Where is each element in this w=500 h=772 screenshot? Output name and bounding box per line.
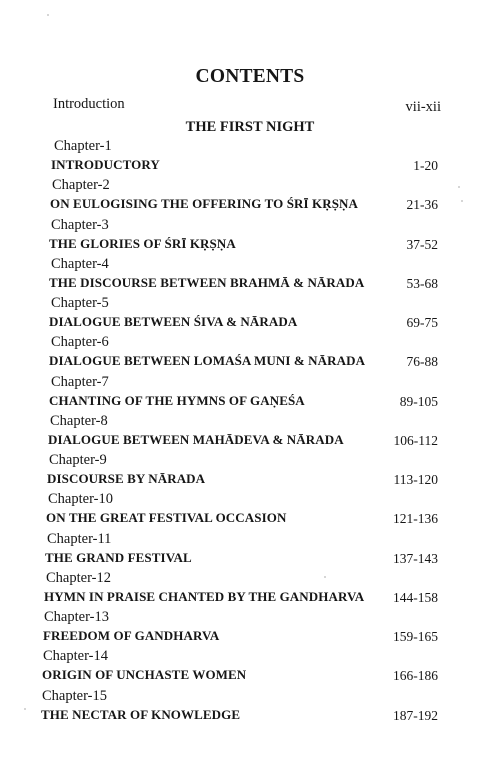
chapter-page-range: 121-136 — [393, 511, 438, 527]
chapter-page-range: 1-20 — [413, 158, 438, 173]
chapter-page-range: 106-112 — [393, 432, 438, 448]
chapter-page-range: 113-120 — [393, 472, 438, 487]
chapter-page-range: 89-105 — [399, 393, 438, 409]
chapter-number-label: Chapter-11 — [47, 530, 112, 547]
chapter-title: CHANTING OF THE HYMNS OF GAṆEŚA — [49, 392, 305, 408]
introduction-label: Introduction — [53, 96, 125, 112]
chapter-page-range: 166-186 — [393, 668, 438, 684]
chapter-entry — [0, 570, 500, 610]
chapter-title: THE DISCOURSE BETWEEN BRAHMĀ & NĀRADA — [49, 274, 365, 290]
chapter-entry — [0, 177, 500, 217]
chapter-entry — [0, 688, 500, 728]
chapter-title: INTRODUCTORY — [51, 157, 160, 172]
chapter-entry — [0, 609, 500, 649]
chapter-number-label: Chapter-2 — [52, 177, 110, 194]
chapter-number-label: Chapter-15 — [42, 687, 107, 704]
chapter-page-range: 21-36 — [406, 197, 438, 213]
chapter-page-range: 137-143 — [393, 550, 438, 566]
chapter-number-label: Chapter-12 — [46, 569, 111, 586]
chapter-title: ON EULOGISING THE OFFERING TO ŚRĪ KṚṢṆA — [50, 196, 359, 212]
chapter-page-range: 76-88 — [406, 354, 438, 370]
chapter-entry — [0, 648, 500, 688]
chapter-number-label: Chapter-10 — [48, 491, 113, 508]
chapter-title: THE GRAND FESTIVAL — [45, 549, 192, 565]
chapter-number-label: Chapter-3 — [51, 216, 109, 233]
section-heading: THE FIRST NIGHT — [185, 119, 315, 135]
chapter-title: HYMN IN PRAISE CHANTED BY THE GANDHARVA — [44, 588, 365, 604]
chapter-number-label: Chapter-9 — [49, 452, 107, 468]
chapter-number-label: Chapter-8 — [50, 412, 108, 429]
chapter-title: ON THE GREAT FESTIVAL OCCASION — [46, 510, 287, 526]
chapter-entry — [0, 217, 500, 257]
chapter-page-range: 53-68 — [406, 275, 438, 291]
chapter-entry — [0, 491, 500, 531]
chapter-title: DIALOGUE BETWEEN ŚIVA & NĀRADA — [49, 314, 298, 329]
page-title: CONTENTS — [195, 66, 305, 87]
chapter-page-range: 69-75 — [406, 315, 438, 330]
scan-speck — [24, 708, 26, 710]
chapter-number-label: Chapter-7 — [51, 373, 109, 390]
chapter-title: ORIGIN OF UNCHASTE WOMEN — [42, 667, 247, 683]
scan-speck — [458, 186, 460, 188]
chapter-number-label: Chapter-5 — [51, 295, 109, 311]
chapter-number-label: Chapter-6 — [51, 334, 109, 351]
chapter-page-range: 144-158 — [393, 589, 438, 605]
chapter-title: DIALOGUE BETWEEN LOMAŚA MUNI & NĀRADA — [49, 353, 366, 369]
chapter-page-range: 37-52 — [406, 236, 438, 252]
chapter-entry — [0, 531, 500, 571]
chapter-title: FREEDOM OF GANDHARVA — [43, 628, 220, 643]
chapter-entry — [0, 138, 500, 178]
chapter-title: THE GLORIES OF ŚRĪ KṚṢṆA — [49, 235, 236, 251]
scan-speck — [461, 200, 463, 202]
scan-speck — [324, 576, 326, 578]
chapter-title: DIALOGUE BETWEEN MAHĀDEVA & NĀRADA — [48, 431, 344, 447]
chapter-number-label: Chapter-1 — [54, 138, 112, 154]
chapter-number-label: Chapter-13 — [44, 609, 109, 625]
chapter-page-range: 187-192 — [393, 707, 438, 723]
chapter-entry — [0, 452, 500, 492]
chapter-entry — [0, 374, 500, 414]
chapter-page-range: 159-165 — [393, 629, 438, 644]
chapter-number-label: Chapter-4 — [51, 255, 109, 272]
chapter-title: DISCOURSE BY NĀRADA — [47, 471, 206, 486]
chapter-entry — [0, 256, 500, 296]
scan-speck — [47, 14, 49, 16]
chapter-title: THE NECTAR OF KNOWLEDGE — [41, 706, 241, 722]
introduction-pages: vii-xii — [405, 99, 441, 115]
chapter-entry — [0, 334, 500, 374]
chapter-entry — [0, 413, 500, 453]
chapter-entry — [0, 295, 500, 335]
chapter-number-label: Chapter-14 — [43, 648, 108, 665]
